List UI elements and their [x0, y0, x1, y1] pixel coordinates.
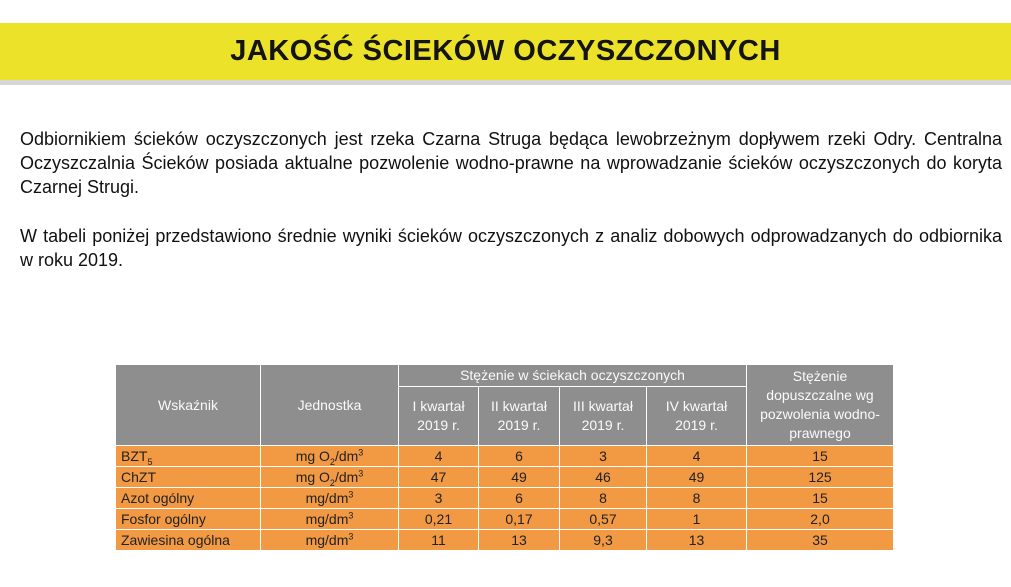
table-row	[116, 509, 894, 530]
indicator-cell: ChZT	[116, 467, 261, 488]
q1-cell: 47	[399, 467, 479, 488]
table-row	[116, 488, 894, 509]
q2-cell: 6	[479, 446, 560, 467]
unit-cell: $mg/dm^3$	[261, 488, 399, 509]
q3-cell: 46	[560, 467, 647, 488]
table-intro-paragraph: W tabeli poniżej przedstawiono średnie wyniki ścieków oczyszczonych z analiz dobowych odprowadzanych do odbiornika w roku 2019.	[20, 226, 1002, 270]
q1-cell: 11	[399, 530, 479, 551]
q4-cell: 1	[647, 509, 747, 530]
unit-cell: $mg/dm^3$	[261, 509, 399, 530]
permitted-cell: 15	[747, 488, 894, 509]
unit-cell: $mg/dm^3$	[261, 530, 399, 551]
q4-cell: 13	[647, 530, 747, 551]
unit-cell: mg $O_2/dm^3$	[261, 446, 399, 467]
header-indicator: Wskaźnik	[116, 365, 261, 446]
header-q3: III kwartał 2019 r.	[560, 387, 647, 446]
q4-cell: 4	[647, 446, 747, 467]
title-band	[0, 23, 1011, 85]
header-permitted: Stężenie dopuszczalne wg pozwolenia wodno-prawnego	[747, 365, 894, 446]
q1-cell: 3	[399, 488, 479, 509]
q3-cell: 9,3	[560, 530, 647, 551]
permitted-cell: 125	[747, 467, 894, 488]
indicator-cell: $BZT_5$	[116, 446, 261, 467]
header-concentration-group: Stężenie w ściekach oczyszczonych	[399, 365, 747, 387]
q2-cell: 6	[479, 488, 560, 509]
results-table	[115, 364, 894, 551]
permitted-cell: 2,0	[747, 509, 894, 530]
page-title: JAKOŚĆ ŚCIEKÓW OCZYSZCZONYCH	[230, 35, 781, 67]
header-q4: IV kwartał 2019 r.	[647, 387, 747, 446]
q3-cell: 0,57	[560, 509, 647, 530]
table-row	[116, 446, 894, 467]
q4-cell: 49	[647, 467, 747, 488]
table-row	[116, 467, 894, 488]
header-unit: Jednostka	[261, 365, 399, 446]
header-q1: I kwartał 2019 r.	[399, 387, 479, 446]
q2-cell: 49	[479, 467, 560, 488]
q3-cell: 8	[560, 488, 647, 509]
indicator-cell: Zawiesina ogólna	[116, 530, 261, 551]
permitted-cell: 15	[747, 446, 894, 467]
indicator-cell: Fosfor ogólny	[116, 509, 261, 530]
q3-cell: 3	[560, 446, 647, 467]
indicator-cell: Azot ogólny	[116, 488, 261, 509]
permitted-cell: 35	[747, 530, 894, 551]
q1-cell: 0,21	[399, 509, 479, 530]
q2-cell: 0,17	[479, 509, 560, 530]
q1-cell: 4	[399, 446, 479, 467]
table-row	[116, 530, 894, 551]
q2-cell: 13	[479, 530, 560, 551]
intro-paragraph: Odbiornikiem ścieków oczyszczonych jest rzeka Czarna Struga będąca lewobrzeżnym dopływem rzeki Odry. Centralna Oczyszczalnia Ścieków posiada aktualne pozwolenie wodno-prawne na wprowadzanie ścieków oczyszczonych do koryta Czarnej Strugi.	[20, 129, 1002, 197]
unit-cell: mg $O_2/dm^3$	[261, 467, 399, 488]
q4-cell: 8	[647, 488, 747, 509]
header-q2: II kwartał 2019 r.	[479, 387, 560, 446]
